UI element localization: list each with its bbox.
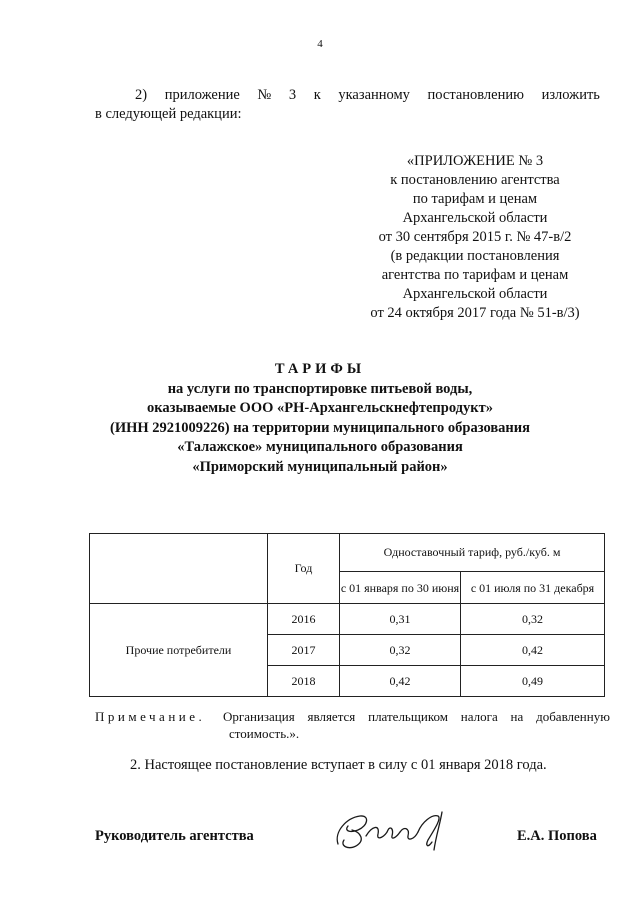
appendix-line: агентства по тарифам и ценам [381, 267, 569, 283]
title-line: (ИНН 2921009226) на территории муниципального образования [110, 419, 530, 436]
year-cell: 2016 [268, 604, 340, 635]
title-line: на услуги по транспортировке питьевой воды, [167, 380, 473, 397]
title-heading: ТАРИФЫ [274, 361, 366, 377]
tariff-cell: 0,31 [340, 604, 461, 635]
appendix-line: к постановлению агентства [390, 172, 560, 188]
appendix-line: от 24 октября 2017 года № 51-в/3) [370, 305, 580, 321]
word: является [307, 709, 356, 724]
header-tariff: Одноставочный тариф, руб./куб. м [340, 534, 605, 572]
signatory-name: Е.А. Попова [517, 828, 597, 844]
year-cell: 2018 [268, 666, 340, 697]
header-consumer-cell [90, 534, 268, 604]
effective-date-paragraph: 2. Настоящее постановление вступает в силу с 01 января 2018 года. [130, 757, 547, 773]
appendix-line: «ПРИЛОЖЕНИЕ № 3 [406, 153, 544, 169]
note-line-2: стоимость.». [229, 726, 300, 741]
word: налога [460, 709, 498, 724]
consumer-cell: Прочие потребители [90, 604, 268, 697]
appendix-line: по тарифам и ценам [412, 191, 538, 207]
page-number: 4 [317, 38, 323, 50]
signatory-title: Руководитель агентства [95, 828, 254, 844]
appendix-line: Архангельской области [402, 286, 548, 302]
table-row [90, 604, 605, 635]
appendix-line: от 30 сентября 2015 г. № 47-в/2 [378, 229, 572, 245]
note-label: Примечание. [95, 709, 206, 724]
tariff-table [89, 533, 605, 697]
title-line: «Приморский муниципальный район» [192, 458, 448, 475]
word: к [313, 87, 321, 103]
word: изложить [541, 87, 600, 103]
word: № [257, 87, 272, 103]
appendix-line: (в редакции постановления [390, 248, 560, 264]
tariff-cell: 0,42 [461, 635, 605, 666]
appendix-line: Архангельской области [402, 210, 548, 226]
note-text [223, 708, 610, 725]
word: 3 [288, 87, 297, 103]
amendment-line-1 [95, 86, 600, 105]
note-line-1 [95, 708, 610, 725]
header-year: Год [268, 534, 340, 604]
word: плательщиком [368, 709, 448, 724]
table-header-row [90, 534, 605, 572]
year-cell: 2017 [268, 635, 340, 666]
note [95, 708, 610, 742]
amendment-paragraph [95, 86, 600, 124]
word: приложение [164, 87, 240, 103]
tariff-cell: 0,32 [461, 604, 605, 635]
amendment-line-2: в следующей редакции: [95, 106, 242, 122]
word: добавленную [536, 709, 610, 724]
tariff-cell: 0,32 [340, 635, 461, 666]
document-title [40, 360, 600, 477]
word: Организация [223, 709, 295, 724]
handwritten-signature [330, 806, 455, 856]
word: на [510, 709, 524, 724]
title-line: оказываемые ООО «РН-Архангельскнефтепродукт» [147, 400, 493, 416]
word: постановлению [427, 87, 524, 103]
header-period-1: с 01 января по 30 июня [340, 572, 461, 604]
header-period-2: с 01 июля по 31 декабря [461, 572, 605, 604]
tariff-cell: 0,49 [461, 666, 605, 697]
word: указанному [338, 87, 410, 103]
appendix-header [340, 152, 610, 323]
title-line: «Талажское» муниципального образования [177, 439, 463, 455]
item-number: 2) [135, 87, 148, 103]
tariff-cell: 0,42 [340, 666, 461, 697]
